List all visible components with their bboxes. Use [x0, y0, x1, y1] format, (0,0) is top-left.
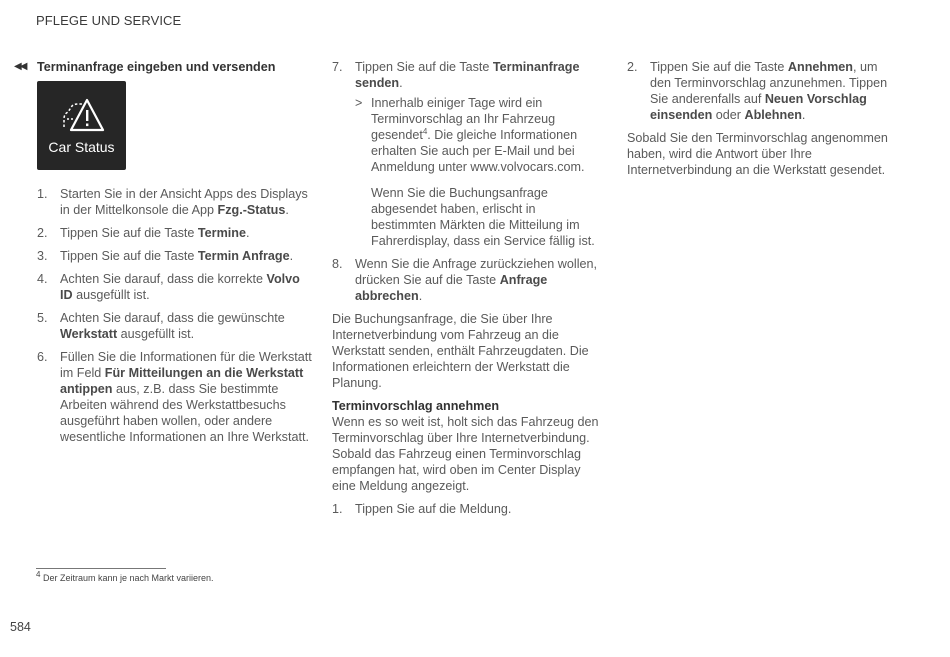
list-item: 8. Wenn Sie die Anfrage zurückziehen wollen, drücken Sie auf die Taste Anfrage abbrechen.	[332, 257, 597, 303]
column-2	[332, 59, 604, 524]
column-1	[14, 59, 314, 452]
steps-list-2	[332, 59, 604, 304]
steps-list-1	[37, 186, 314, 445]
market-note: Wenn Sie die Buchungsanfrage abgesendet haben, erlischt in bestimmten Märkten die Mitteilung im Fahrerdisplay, dass ein Service fällig ist.	[371, 186, 595, 248]
list-item: 1. Starten Sie in der Ansicht Apps des Displays in der Mittelkonsole die App Fzg.-Status.	[37, 187, 308, 217]
steps-list-4	[627, 59, 897, 123]
subheading: Terminvorschlag annehmen	[332, 399, 500, 413]
list-item: 1. Tippen Sie auf die Meldung.	[332, 502, 512, 516]
list-item: 5. Achten Sie darauf, dass die gewünschte Werkstatt ausgefüllt ist.	[37, 311, 285, 341]
list-item: 6. Füllen Sie die Informationen für die Werkstatt im Feld Für Mitteilungen an die Werkstatt antippen aus, z.B. dass Sie bestimmte Arbeiten während des Werkstattbesuchs ausgeführt haben wollen, oder andere wesentliche Informationen an Ihre Werkstatt.	[37, 350, 312, 444]
footnote-ref: 4	[422, 126, 428, 136]
footnote-divider	[36, 568, 166, 569]
list-item: 2. Tippen Sie auf die Taste Annehmen, um den Terminvorschlag anzunehmen. Tippen Sie anderenfalls auf Neuen Vorschlag einsenden oder Ablehnen.	[627, 60, 888, 122]
app-tile-label: Car Status	[48, 139, 115, 155]
paragraph: Wenn es so weit ist, holt sich das Fahrzeug den Terminvorschlag über Ihre Internetverbindung. Sobald das Fahrzeug einen Terminvorschlag empfangen hat, wird oben im Center Display eine Meldung angezeigt.	[332, 415, 599, 493]
result-note: > Innerhalb einiger Tage wird ein Terminvorschlag an Ihr Fahrzeug gesendet$^4$. Die gleiche Informationen erhalten Sie auch per E-Mail und bei Anmeldung unter www.volvocars.com.	[355, 96, 585, 174]
page-header: PFLEGE UND SERVICE	[36, 13, 182, 28]
page-number: 584	[10, 620, 31, 634]
list-item: 7. Tippen Sie auf die Taste Terminanfrage senden. > Innerhalb einiger Tage wird ein Terminvorschlag an Ihr Fahrzeug gesendet$^4$. Die gleiche Informationen erhalten Sie auch per E-Mail und bei Anmeldung unter www.volvocars.com. Wenn Sie die Buchungsanfrage abgesendet haben, erlischt in bestimmten Märkten die Mitteilung im Fahrerdisplay, dass ein Service fällig ist.	[332, 59, 604, 249]
footnote: $^4$ Der Zeitraum kann je nach Markt variieren.	[36, 570, 214, 583]
back-arrows-icon: ◀◀	[14, 61, 26, 72]
result-arrow-icon: >	[355, 96, 363, 110]
column-3	[627, 59, 897, 185]
section-heading-row	[14, 59, 314, 75]
car-status-app-tile	[37, 81, 126, 170]
car-warning-icon	[59, 97, 105, 135]
list-item: 4. Achten Sie darauf, dass die korrekte Volvo ID ausgefüllt ist.	[37, 272, 300, 302]
paragraph: Sobald Sie den Terminvorschlag angenommen haben, wird die Antwort über Ihre Internetverbindung an die Werkstatt gesendet.	[627, 131, 888, 177]
section-heading: Terminanfrage eingeben und versenden	[37, 60, 276, 74]
list-item: 3. Tippen Sie auf die Taste Termin Anfrage.	[37, 249, 294, 263]
steps-list-3	[332, 501, 604, 517]
list-item: 2. Tippen Sie auf die Taste Termine.	[37, 226, 250, 240]
paragraph: Die Buchungsanfrage, die Sie über Ihre Internetverbindung vom Fahrzeug an die Werkstatt senden, enthält Fahrzeugdaten. Die Informationen erleichtern der Werkstatt die Planung.	[332, 312, 589, 390]
